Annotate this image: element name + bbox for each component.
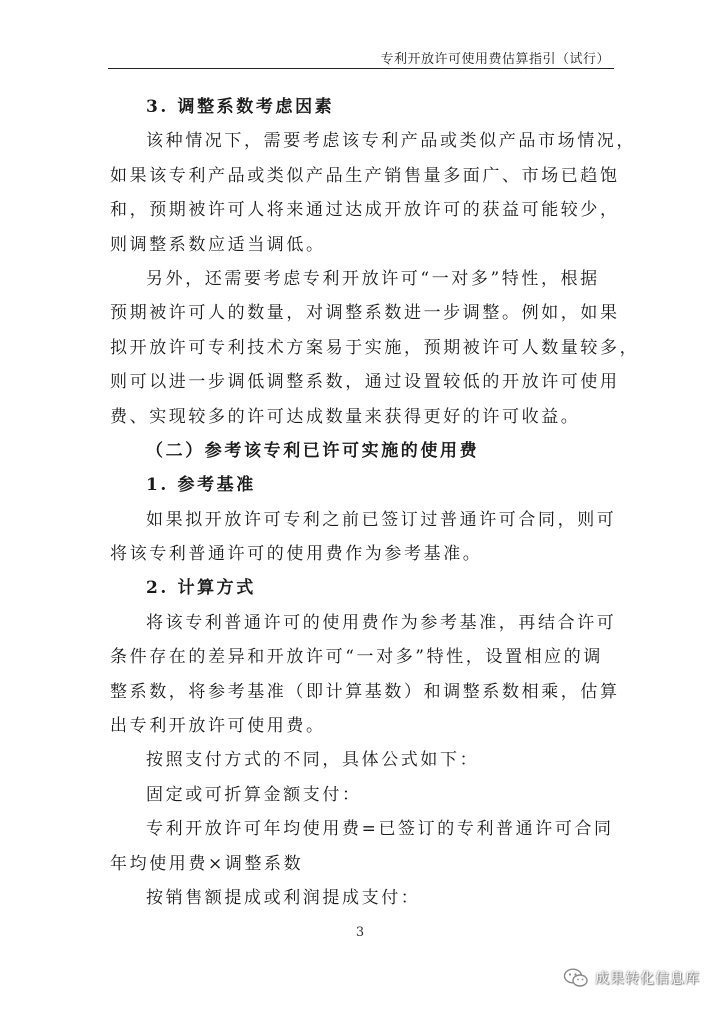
- paragraph-line: 拟开放许可专利技术方案易于实施，预期被许可人数量较多，: [110, 337, 640, 358]
- paragraph-line: 固定或可折算金额支付：: [146, 784, 362, 805]
- paragraph-line: 按销售额提成或利润提成支付：: [146, 887, 421, 908]
- subsection-heading: （二）参考该专利已许可实施的使用费: [146, 440, 480, 461]
- watermark-text: 成果转化信息库: [595, 971, 700, 987]
- wechat-icon: [563, 968, 589, 988]
- paragraph-line: 预期被许可人的数量，对调整系数进一步调整。例如，如果: [110, 303, 620, 324]
- paragraph-line: 该种情况下，需要考虑该专利产品或类似产品市场情况，: [146, 131, 636, 152]
- watermark: [563, 968, 700, 988]
- page-number: 3: [355, 925, 365, 940]
- paragraph-line: 出专利开放许可使用费。: [110, 716, 326, 737]
- paragraph-line: 和，预期被许可人将来通过达成开放许可的获益可能较少，: [110, 200, 620, 221]
- paragraph-line: 费、实现较多的许可达成数量来获得更好的许可收益。: [110, 406, 581, 427]
- paragraph-line: 条件存在的差异和开放许可“一对多”特性，设置相应的调: [110, 647, 603, 668]
- section-heading: 1. 参考基准: [146, 475, 256, 496]
- document-body: [110, 90, 640, 915]
- paragraph-line: 如果拟开放许可专利之前已签订过普通许可合同，则可: [146, 509, 617, 530]
- paragraph-line: 将该专利普通许可的使用费作为参考基准。: [110, 544, 483, 565]
- paragraph-line: 则调整系数应适当调低。: [110, 234, 326, 255]
- formula-line: 年均使用费×调整系数: [110, 853, 304, 874]
- running-header: 专利开放许可使用费估算指引（试行）: [380, 52, 610, 67]
- paragraph-line: 按照支付方式的不同，具体公式如下：: [146, 750, 480, 771]
- section-heading: 2. 计算方式: [146, 578, 256, 599]
- paragraph-line: 如果该专利产品或类似产品生产销售量多面广、市场已趋饱: [110, 165, 620, 186]
- paragraph-line: 将该专利普通许可的使用费作为参考基准，再结合许可: [146, 612, 617, 633]
- paragraph-line: 则可以进一步调低调整系数，通过设置较低的开放许可使用: [110, 372, 620, 393]
- formula-line: 专利开放许可年均使用费=已签订的专利普通许可合同: [146, 819, 614, 840]
- header-rule: [108, 68, 614, 69]
- paragraph-line: 整系数，将参考基准（即计算基数）和调整系数相乘，估算: [110, 681, 620, 702]
- paragraph-line: 另外，还需要考虑专利开放许可“一对多”特性，根据: [146, 268, 600, 289]
- section-heading: 3. 调整系数考虑因素: [146, 97, 335, 117]
